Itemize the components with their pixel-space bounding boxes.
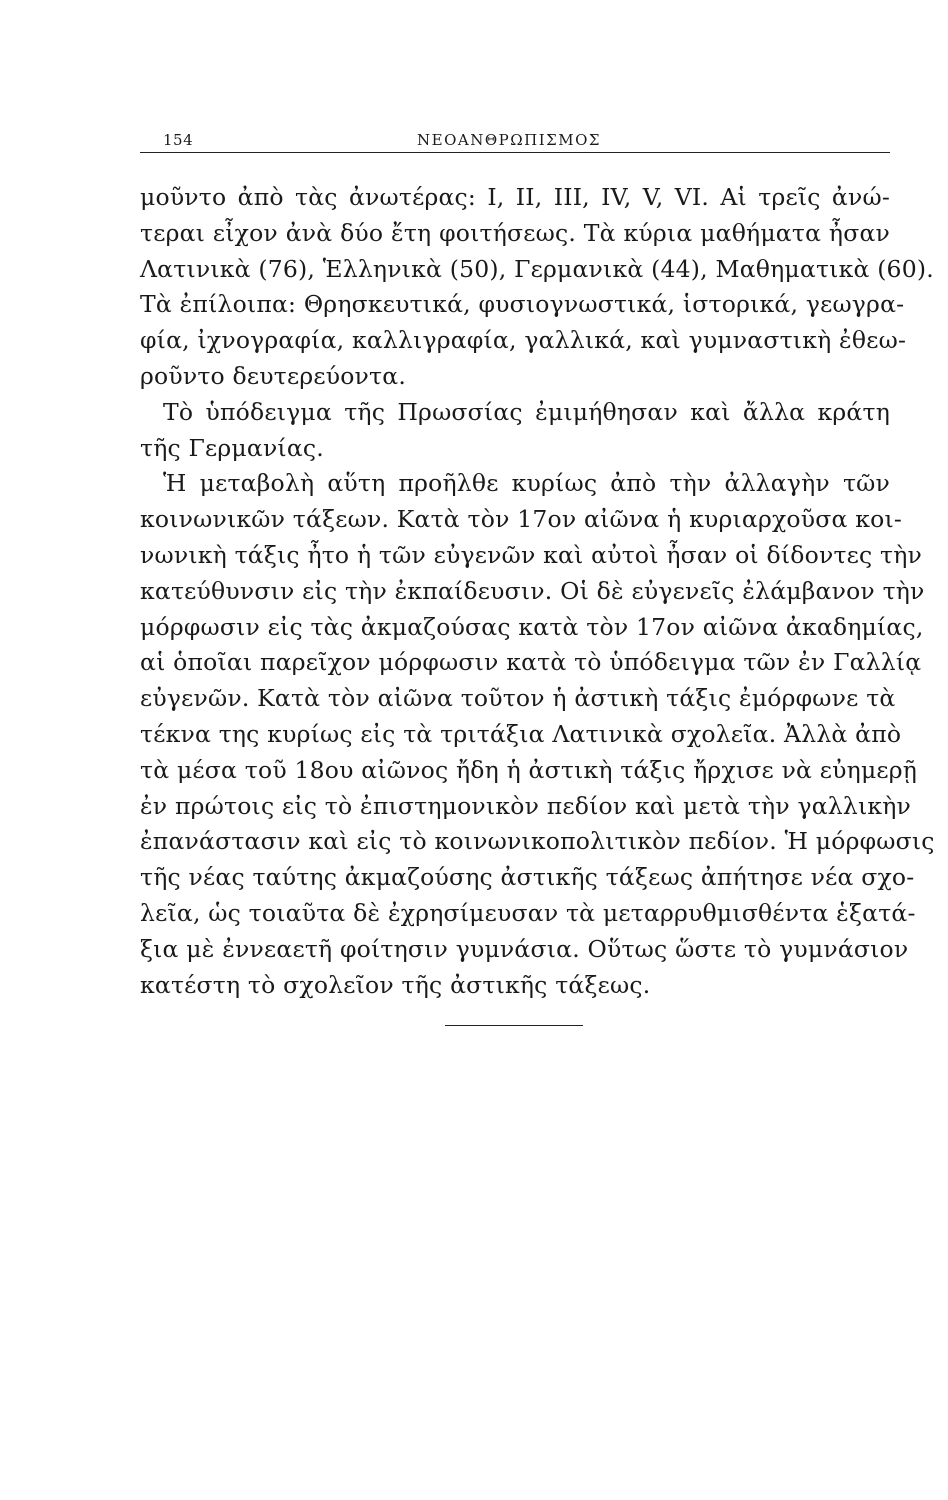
text-line: Ἡ μεταβολὴ αὕτη προῆλθε κυρίως ἀπὸ τὴν ἀλλαγὴν τῶν <box>163 469 890 498</box>
text-line: ξια μὲ ἐννεαετῆ φοίτησιν γυμνάσια. Οὕτως ὥστε τὸ γυμνάσιον <box>140 934 909 963</box>
text-line: κατεύθυνσιν εἰς τὴν ἐκπαίδευσιν. Οἱ δὲ εὐγενεῖς ἐλάμβανον τὴν <box>140 576 925 605</box>
body-text <box>140 180 935 1003</box>
text-line: ἐπανάστασιν καὶ εἰς τὸ κοινωνικοπολιτικὸν πεδίον. Ἡ μόρφωσις <box>140 827 935 856</box>
text-line: αἱ ὁποῖαι παρεῖχον μόρφωσιν κατὰ τὸ ὑπόδειγμα τῶν ἐν Γαλλίᾳ <box>140 648 922 677</box>
text-line: Τὰ ἐπίλοιπα: Θρησκευτικά, φυσιογνωστικά, ἱστορικά, γεωγρα- <box>140 290 905 319</box>
text-line: Λατινικὰ (76), Ἑλληνικὰ (50), Γερμανικὰ (44), Μαθηματικὰ (60). <box>140 254 934 283</box>
text-line: τῆς Γερμανίας. <box>140 433 324 462</box>
text-line: ροῦντο δευτερεύοντα. <box>140 361 406 390</box>
text-line: κατέστη τὸ σχολεῖον τῆς ἀστικῆς τάξεως. <box>140 970 651 999</box>
text-line: φία, ἰχνογραφία, καλλιγραφία, γαλλικά, καὶ γυμναστικὴ ἐθεω- <box>140 326 907 355</box>
end-rule <box>445 1025 583 1026</box>
text-line: λεῖα, ὡς τοιαῦτα δὲ ἐχρησίμευσαν τὰ μεταρρυθμισθέντα ἑξατά- <box>140 898 916 927</box>
text-line: τὰ μέσα τοῦ 18ου αἰῶνος ἤδη ἡ ἀστικὴ τάξις ἤρχισε νὰ εὐημερῇ <box>140 755 918 784</box>
text-line: μόρφωσιν εἰς τὰς ἀκμαζούσας κατὰ τὸν 17ον αἰῶνα ἀκαδημίας, <box>140 612 924 641</box>
text-line: Τὸ ὑπόδειγμα τῆς Πρωσσίας ἐμιμήθησαν καὶ ἄλλα κράτη <box>163 397 890 426</box>
page-number: 154 <box>163 131 194 149</box>
running-title: ΝΕΟΑΝΘΡΩΠΙΣΜΟΣ <box>417 131 602 149</box>
text-line: νωνικὴ τάξις ἦτο ἡ τῶν εὐγενῶν καὶ αὐτοὶ ἦσαν οἱ δίδοντες τὴν <box>140 540 923 569</box>
running-head <box>140 128 890 153</box>
text-line: κοινωνικῶν τάξεων. Κατὰ τὸν 17ον αἰῶνα ἡ κυριαρχοῦσα κοι- <box>140 505 903 534</box>
text-line: τῆς νέας ταύτης ἀκμαζούσης ἀστικῆς τάξεως ἀπήτησε νέα σχο- <box>140 863 915 892</box>
text-line: εὐγενῶν. Κατὰ τὸν αἰῶνα τοῦτον ἡ ἀστικὴ τάξις ἐμόρφωνε τὰ <box>140 684 896 713</box>
text-line: μοῦντο ἀπὸ τὰς ἀνωτέρας: Ι, ΙΙ, ΙΙΙ, IV, V, VI. Αἱ τρεῖς ἀνώ- <box>140 183 890 211</box>
text-line: τεραι εἶχον ἀνὰ δύο ἔτη φοιτήσεως. Τὰ κύρια μαθήματα ἦσαν <box>140 218 890 247</box>
text-line: ἐν πρώτοις εἰς τὸ ἐπιστημονικὸν πεδίον καὶ μετὰ τὴν γαλλικὴν <box>140 791 912 820</box>
text-line: τέκνα της κυρίως εἰς τὰ τριτάξια Λατινικὰ σχολεῖα. Ἀλλὰ ἀπὸ <box>140 719 902 748</box>
